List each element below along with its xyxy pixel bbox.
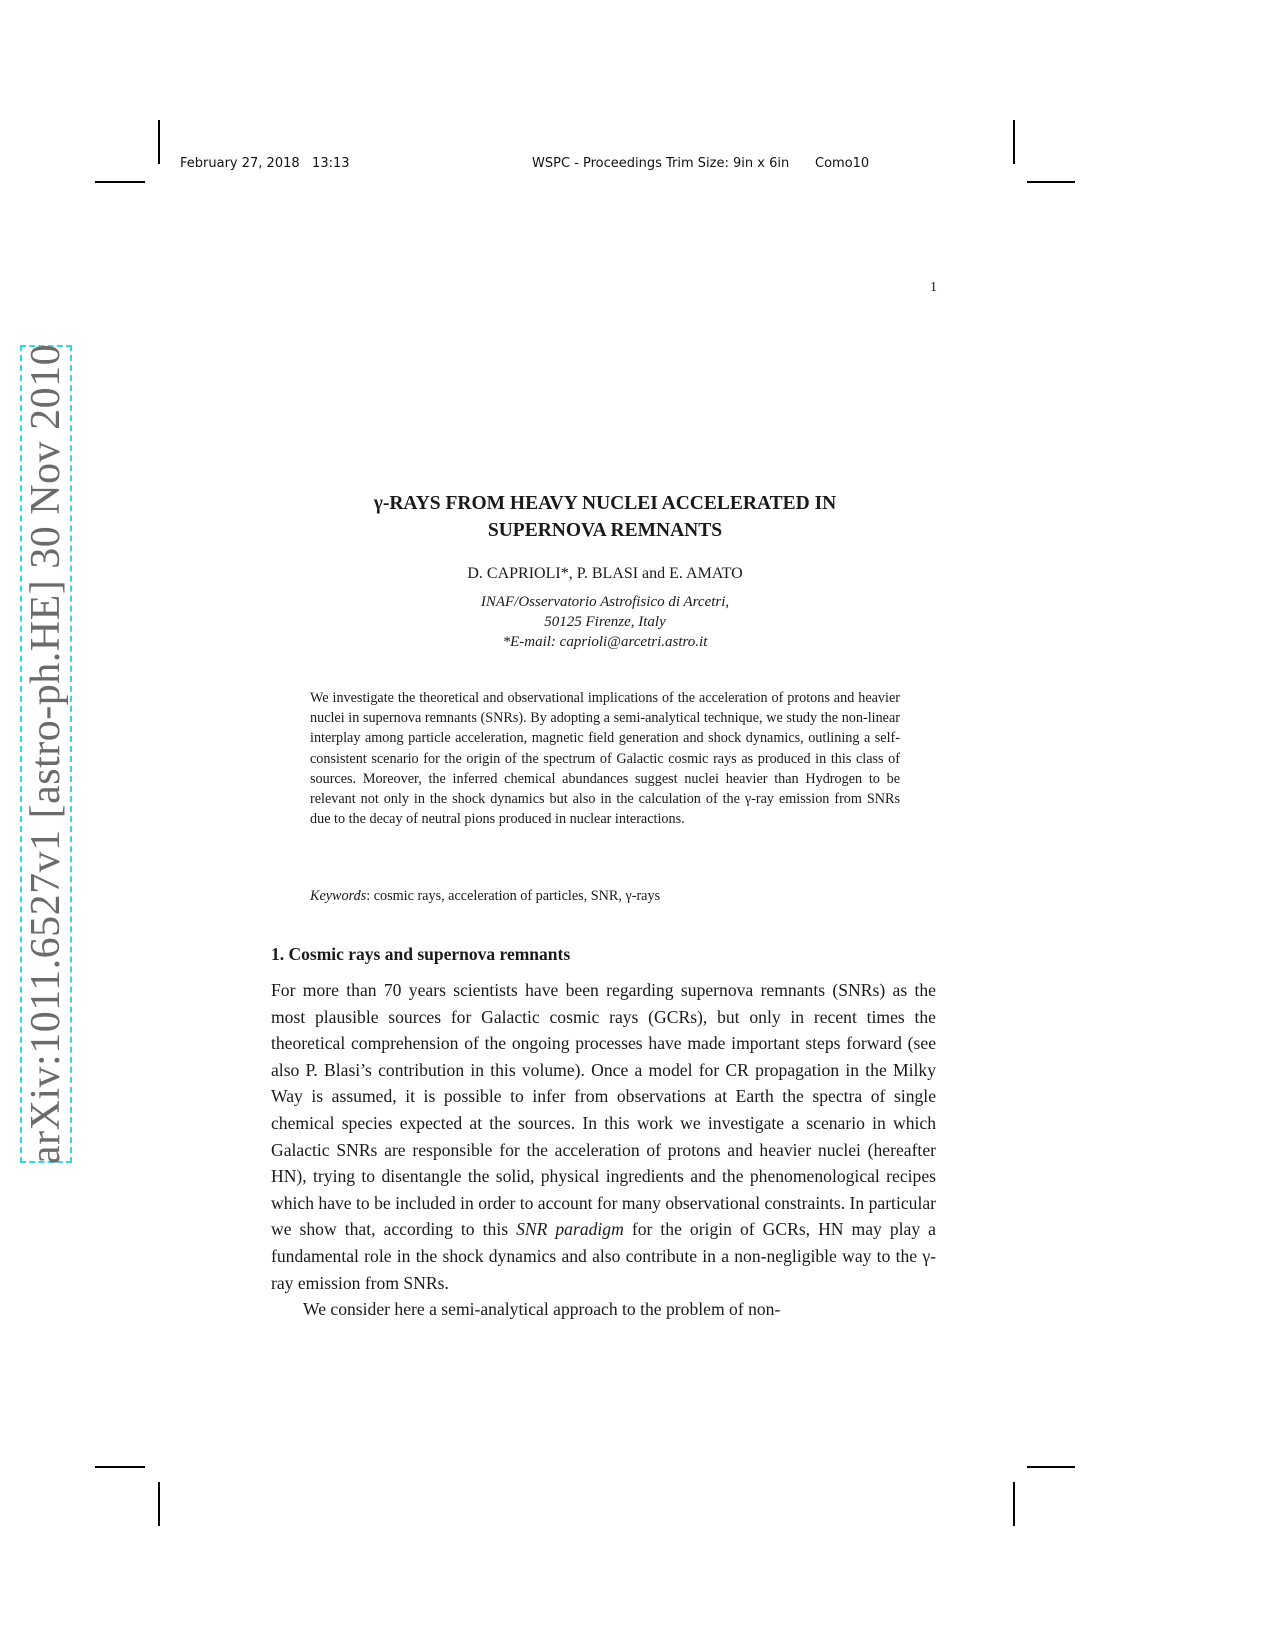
- page-number: 1: [930, 280, 937, 295]
- running-head-date-text: February 27, 2018: [180, 156, 300, 171]
- title-line-1: γ-RAYS FROM HEAVY NUCLEI ACCELERATED IN: [373, 493, 837, 514]
- keywords-label: Keywords: [310, 888, 367, 904]
- crop-mark-top-left-horizontal: [95, 181, 145, 183]
- section-body: [271, 977, 936, 1323]
- running-head-right: Como10: [815, 156, 870, 171]
- running-head-time: 13:13: [312, 156, 350, 171]
- paragraph-2: We consider here a semi-analytical approach to the problem of non-: [303, 1299, 781, 1320]
- keywords-text: : cosmic rays, acceleration of particles, SNR, γ-rays: [366, 888, 661, 904]
- paragraph-1: [271, 977, 936, 1296]
- paper-title: [270, 490, 940, 544]
- crop-mark-bottom-right-horizontal: [1027, 1466, 1075, 1468]
- authors: D. CAPRIOLI*, P. BLASI and E. AMATO: [467, 565, 743, 582]
- running-head-date: [180, 156, 350, 171]
- paragraph-1-emphasis: SNR paradigm: [516, 1219, 624, 1240]
- running-head-center: WSPC - Proceedings Trim Size: 9in x 6in: [532, 156, 790, 171]
- crop-mark-bottom-left-horizontal: [95, 1466, 145, 1468]
- affiliation-line-1: INAF/Osservatorio Astrofisico di Arcetri,: [480, 594, 730, 610]
- crop-mark-bottom-right-vertical: [1013, 1482, 1015, 1526]
- affiliation-email: *E-mail: caprioli@arcetri.astro.it: [502, 634, 708, 650]
- title-line-2: SUPERNOVA REMNANTS: [487, 520, 723, 541]
- affiliation: [270, 592, 940, 652]
- arxiv-stamp-text[interactable]: arXiv:1011.6527v1 [astro-ph.HE] 30 Nov 2010: [23, 343, 69, 1165]
- paragraph-1-part-b: for the origin of GCRs, HN may play a fundamental role in the shock dynamics and also contribute in a non-negligible way to the γ-ray emission from SNRs.: [271, 1219, 936, 1293]
- keywords: [310, 888, 900, 905]
- paragraph-1-part-a: For more than 70 years scientists have been regarding supernova remnants (SNRs) as the most plausible sources for Galactic cosmic rays (GCRs), but only in recent times the theoretical comprehension of the ongoing processes have made important steps forward (see also P. Blasi’s contribution in this volume). Once a model for CR propagation in the Milky Way is assumed, it is possible to infer from observations at Earth the spectra of single chemical species expected at the sources. In this work we investigate a scenario in which Galactic SNRs are responsible for the acceleration of protons and heavier nuclei (hereafter HN), trying to disentangle the solid, physical ingredients and the phenomenological recipes which have to be included in order to account for many observational constraints. In particular we show that, according to this: [271, 980, 936, 1240]
- crop-mark-top-right-vertical: [1013, 120, 1015, 164]
- crop-mark-top-right-horizontal: [1027, 181, 1075, 183]
- section-heading: 1. Cosmic rays and supernova remnants: [271, 944, 571, 964]
- affiliation-line-2: 50125 Firenze, Italy: [544, 614, 666, 630]
- abstract: We investigate the theoretical and observational implications of the acceleration of protons and heavier nuclei in supernova remnants (SNRs). By adopting a semi-analytical technique, we study the non-linear interplay among particle acceleration, magnetic field generation and shock dynamics, outlining a self-consistent scenario for the origin of the spectrum of Galactic cosmic rays as produced in this class of sources. Moreover, the inferred chemical abundances suggest nuclei heavier than Hydrogen to be relevant not only in the shock dynamics but also in the calculation of the γ-ray emission from SNRs due to the decay of neutral pions produced in nuclear interactions.: [310, 690, 900, 828]
- crop-mark-top-left-vertical: [158, 120, 160, 164]
- crop-mark-bottom-left-vertical: [158, 1482, 160, 1526]
